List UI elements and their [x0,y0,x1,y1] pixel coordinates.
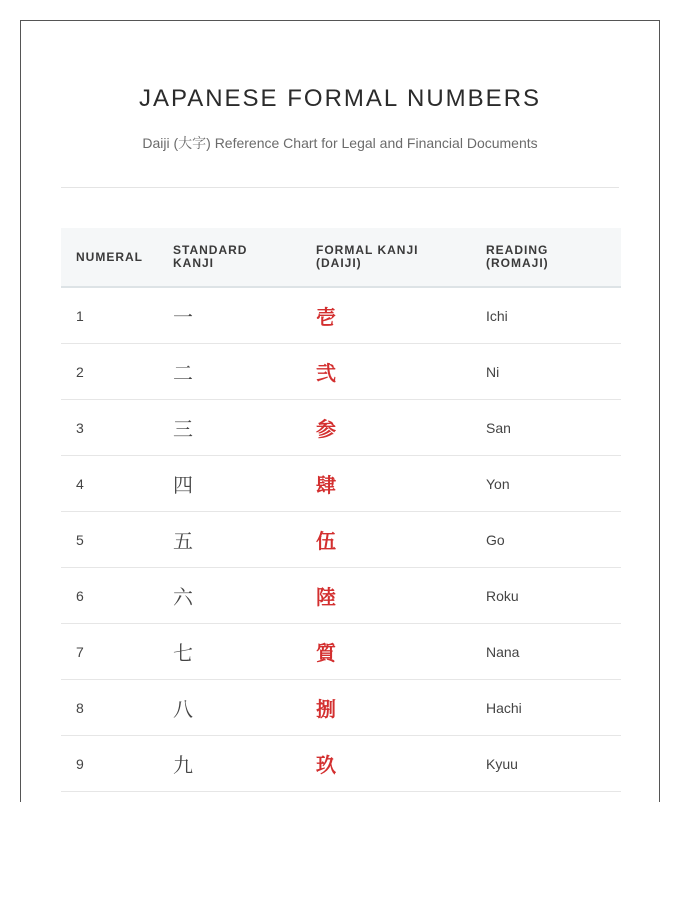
numeral-cell: 2 [61,344,158,400]
column-header-numeral [61,228,158,287]
table-header-row [61,228,621,287]
page-subtitle: Daiji (大字) Reference Chart for Legal and Financial Documents [142,135,538,151]
table-row [61,344,621,400]
reading-cell: Kyuu [471,736,621,792]
standard-kanji-cell: 五 [158,512,301,568]
reading-cell: Ichi [471,287,621,344]
numeral-cell: 5 [61,512,158,568]
formal-kanji-cell: 伍 [301,512,471,568]
numeral-cell: 7 [61,624,158,680]
column-header-line: (DAIJI) [316,256,362,270]
column-header-formal-kanji [301,228,471,287]
table-body [61,287,621,792]
table-header [61,228,621,287]
table-row [61,568,621,624]
standard-kanji-cell: 六 [158,568,301,624]
reading-cell: Hachi [471,680,621,736]
numeral-cell: 9 [61,736,158,792]
table-row [61,400,621,456]
formal-kanji-cell: 捌 [301,680,471,736]
table-row [61,287,621,344]
column-header-line: STANDARD [173,243,248,257]
numeral-cell: 3 [61,400,158,456]
daiji-table [61,228,621,792]
table-row [61,456,621,512]
numeral-cell: 6 [61,568,158,624]
column-header-line: NUMERAL [76,249,143,264]
column-header-line: READING [486,243,549,257]
column-header-line: KANJI [173,256,215,270]
column-header-line: FORMAL KANJI [316,243,419,257]
column-header-reading [471,228,621,287]
formal-kanji-cell: 参 [301,400,471,456]
reading-cell: San [471,400,621,456]
reading-cell: Yon [471,456,621,512]
reading-cell: Ni [471,344,621,400]
reference-card [20,20,660,802]
column-header-line: (ROMAJI) [486,256,549,270]
formal-kanji-cell: 陸 [301,568,471,624]
formal-kanji-cell: 質 [301,624,471,680]
standard-kanji-cell: 九 [158,736,301,792]
standard-kanji-cell: 七 [158,624,301,680]
formal-kanji-cell: 弐 [301,344,471,400]
table-row [61,624,621,680]
reading-cell: Roku [471,568,621,624]
table-row [61,736,621,792]
formal-kanji-cell: 玖 [301,736,471,792]
standard-kanji-cell: 一 [158,287,301,344]
standard-kanji-cell: 二 [158,344,301,400]
numeral-cell: 1 [61,287,158,344]
header-divider [61,187,619,188]
standard-kanji-cell: 四 [158,456,301,512]
page-title: JAPANESE FORMAL NUMBERS [138,85,542,112]
column-header-standard-kanji [158,228,301,287]
numeral-cell: 8 [61,680,158,736]
standard-kanji-cell: 三 [158,400,301,456]
numeral-cell: 4 [61,456,158,512]
reading-cell: Go [471,512,621,568]
table-row [61,680,621,736]
formal-kanji-cell: 肆 [301,456,471,512]
table-row [61,512,621,568]
standard-kanji-cell: 八 [158,680,301,736]
reading-cell: Nana [471,624,621,680]
formal-kanji-cell: 壱 [301,287,471,344]
